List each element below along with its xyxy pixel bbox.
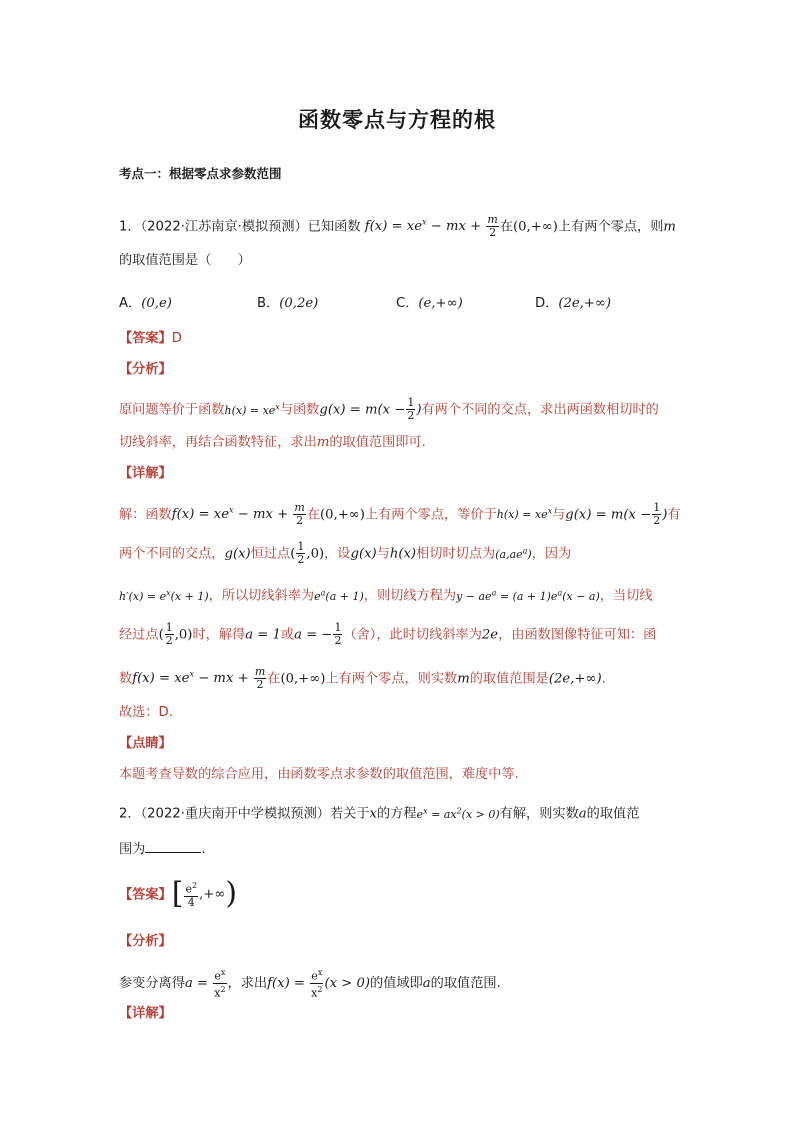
option-c[interactable]: C．(e,+∞) (396, 296, 463, 311)
q2-analysis: 参变分离得a = $\frac{e^x}{x^2}$ ，求出f(x) = $\frac{e^x}{x^2}$ (x > 0)的值域即a的取值范围. (119, 968, 501, 1000)
q1-choose: 故选：D. (119, 705, 173, 720)
option-d[interactable]: D．(2e,+∞) (535, 296, 612, 311)
q1-comment-label: 【点睛】 (119, 736, 172, 751)
q1-detail-line3: $h'(x) = e^x(x + 1)$，所以切线斜率为$e^a(a + 1)$，则切线方程为$y - ae^a = (a + 1)e^a(x - a)$，当切线 (119, 588, 653, 604)
f-formula: $f(x) = xe^x$ − mx + (364, 218, 486, 235)
q1-answer: 【答案】D (119, 331, 182, 346)
q1-stem-line2: 的取值范围是（ ） (119, 253, 251, 268)
q1-analysis-line1: 原问题等价于函数$h(x) = xe^x$与函数g(x) = m(x − $\frac{1}{2}$ )有两个不同的交点，求出两函数相切时的 (119, 396, 659, 423)
section-heading: 考点一：根据零点求参数范围 (119, 166, 282, 181)
page-title: 函数零点与方程的根 (298, 108, 496, 132)
q1-detail-line4: 经过点( $\frac{1}{2}$ ,0)时，解得a = 1或a = − $\frac{1}{2}$ （舍），此时切线斜率为2e，由函数图像特征可知：函 (119, 621, 657, 647)
q1-analysis-line2: 切线斜率，再结合函数特征，求出m的取值范围即可. (119, 435, 426, 450)
answer-blank[interactable] (145, 838, 201, 853)
q1-detail-line5: 数$f(x) = xe^x$ − mx + $\frac{m}{2}$ 在(0,+∞)上有两个零点，则实数m的取值范围是(2e,+∞). (119, 664, 606, 691)
q1-text: 1．（2022·江苏南京·模拟预测）已知函数 (119, 219, 361, 235)
option-a[interactable]: A．(0,e) (119, 296, 172, 311)
q2-stem-line2: 围为 . (119, 838, 206, 861)
q1-stem-line1: 1．（2022·江苏南京·模拟预测）已知函数 $f(x) = xe^x$ − mx + $\frac{m}{2}$ 在(0,+∞)上有两个零点，则m (119, 212, 676, 239)
q2-stem-line1: 2．（2022·重庆南开中学模拟预测）若关于x的方程$e^x = ax^2(x > 0)$有解，则实数a的取值范 (119, 806, 640, 822)
option-b[interactable]: B．(0,2e) (257, 296, 319, 311)
q2-analysis-label: 【分析】 (119, 934, 172, 949)
q1-detail-label: 【详解】 (119, 466, 172, 481)
fraction-m-over-2: $\frac{m}{2}$ (487, 212, 498, 239)
q1-analysis-label: 【分析】 (119, 362, 172, 377)
q1-detail-line1: 解：函数$f(x) = xe^x$ − mx + $\frac{m}{2}$ 在(0,+∞)上有两个零点，等价于$h(x) = xe^x$与g(x) = m(x − $\frac{1}{2}$ )有 (119, 500, 681, 527)
q2-detail-label: 【详解】 (119, 1006, 172, 1021)
q1-comment: 本题考查导数的综合应用，由函数零点求参数的取值范围，难度中等. (119, 767, 519, 782)
q2-answer: 【答案】[ $\frac{e^2}{4}$ ,+∞) (119, 876, 238, 912)
q1-detail-line2: 两个不同的交点，g(x)恒过点( $\frac{1}{2}$ ,0)，设g(x)与h(x)相切时切点为$(a,ae^a)$，因为 (119, 540, 572, 567)
